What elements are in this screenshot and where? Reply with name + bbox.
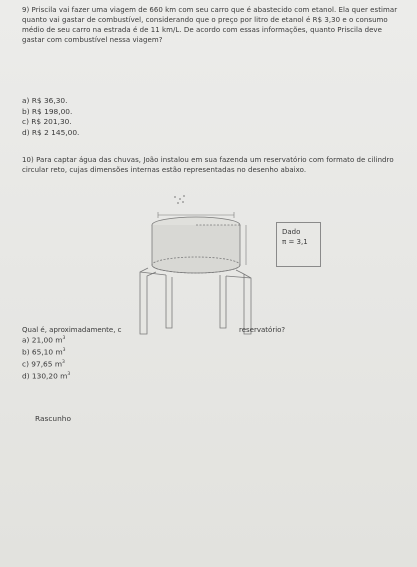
question-10-option-b: b) 65,10 $m^3$ [22,347,66,357]
question-10-option-d: d) 130,20 $m^3$ [22,371,71,381]
question-10-text: 10) Para captar água das chuvas, João instalou em sua fazenda um reservatório com formato de cilindro circular reto, cujas dimensões internas estão representadas no desenho abaixo. [22,156,394,174]
scratch-area-label: Rascunho [35,414,71,423]
question-10-prompt-end: reservatório? [239,326,286,334]
question-9-options [22,96,79,138]
question-10-prompt-start: Qual é, aproximadamente, c [22,326,122,334]
question-9-text: 9) Priscila vai fazer uma viagem de 660 km com seu carro que é abastecido com etanol. Ela quer estimar quanto vai gastar de combustível, considerando que o preço por litro de etanol é R$ 3,30 e o consumo médio de seu carro na estrada é de 11 km/L. De acordo com essas informações, quanto Priscila deve gastar com combustível nessa viagem? [22,6,398,44]
question-10-options [22,334,70,382]
given-data-title: Dado [282,228,301,236]
question-10-option-c: c) 97,65 $m^3$ [22,359,65,369]
question-9-option-b: b) R$ 198,00. [22,106,73,116]
question-9-option-d: d) R$ 2 145,00. [22,127,80,137]
question-9-option-a: a) R$ 36,30. [22,96,68,105]
given-data-box [276,222,321,267]
cylinder-reservoir-figure [120,188,280,338]
question-10-option-a: a) 21,00 $m^3$ [22,335,66,345]
given-data-pi: π = 3,1 [282,238,308,246]
question-9-option-c: c) R$ 201,30. [22,117,72,126]
